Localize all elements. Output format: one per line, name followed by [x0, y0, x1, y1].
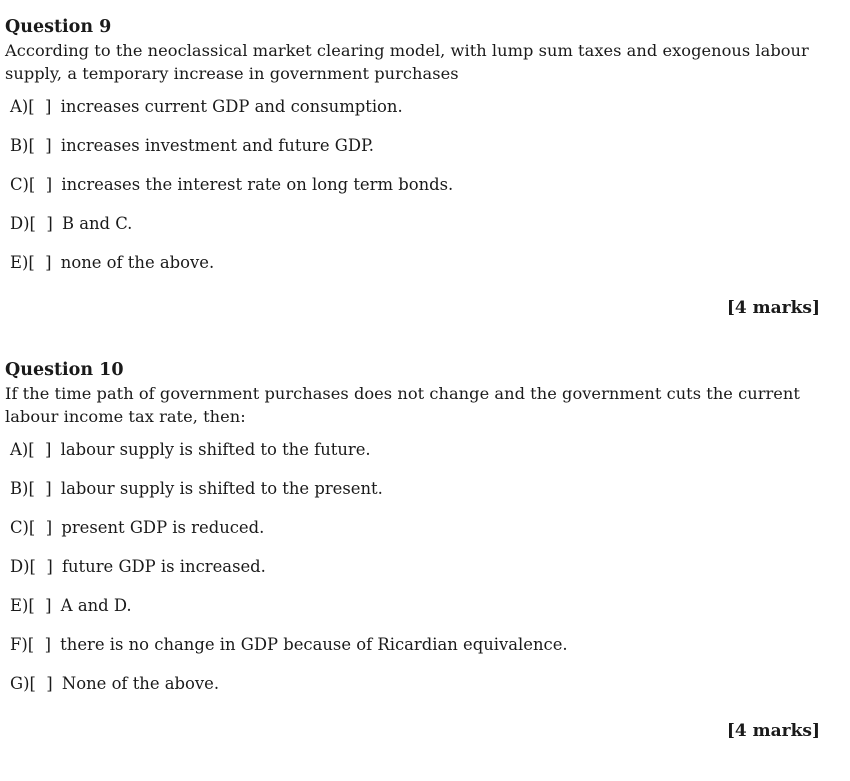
checkbox-bracket[interactable]: ] [34, 440, 52, 459]
checkbox-bracket[interactable]: ] [35, 175, 53, 194]
option-label: D)[ [10, 214, 36, 233]
option-label: A)[ [10, 97, 35, 116]
option-text: present GDP is reduced. [61, 518, 265, 537]
option-text: increases investment and future GDP. [60, 136, 374, 155]
question-9 [5, 15, 820, 318]
option-text: labour supply is shifted to the future. [60, 440, 371, 459]
checkbox-bracket[interactable]: ] [34, 136, 52, 155]
checkbox-bracket[interactable]: ] [35, 518, 53, 537]
question-stem [5, 382, 820, 428]
option-label: C)[ [10, 518, 36, 537]
option-label: B)[ [10, 136, 35, 155]
option-b[interactable] [5, 471, 820, 510]
option-label: G)[ [10, 674, 36, 693]
question-stem-line: According to the neoclassical market clearing model, with lump sum taxes and exogenous labour [5, 41, 809, 60]
option-f[interactable] [5, 627, 820, 666]
checkbox-bracket[interactable]: ] [35, 674, 53, 693]
option-d[interactable] [5, 549, 820, 588]
checkbox-bracket[interactable]: ] [34, 635, 51, 654]
option-e[interactable] [5, 245, 820, 284]
option-g[interactable] [5, 666, 820, 705]
answer-options [5, 432, 820, 705]
option-label: F)[ [10, 635, 35, 654]
option-text: A and D. [60, 596, 132, 615]
checkbox-bracket[interactable]: ] [34, 253, 52, 272]
option-d[interactable] [5, 206, 820, 245]
question-stem-line: labour income tax rate, then: [5, 407, 246, 426]
option-label: E)[ [10, 253, 35, 272]
option-text: increases the interest rate on long term bonds. [61, 175, 454, 194]
question-title: Question 9 [5, 17, 112, 37]
checkbox-bracket[interactable]: ] [35, 557, 53, 576]
question-stem-line: If the time path of government purchases does not change and the government cuts the current [5, 384, 800, 403]
option-a[interactable] [5, 432, 820, 471]
option-a[interactable] [5, 89, 820, 128]
option-text: labour supply is shifted to the present. [60, 479, 383, 498]
option-label: A)[ [10, 440, 35, 459]
checkbox-bracket[interactable]: ] [34, 97, 52, 116]
option-label: D)[ [10, 557, 36, 576]
option-b[interactable] [5, 128, 820, 167]
checkbox-bracket[interactable]: ] [34, 596, 52, 615]
marks-label: [4 marks] [726, 298, 820, 318]
option-label: E)[ [10, 596, 35, 615]
option-text: none of the above. [60, 253, 215, 272]
question-stem-line: supply, a temporary increase in government purchases [5, 64, 459, 83]
option-c[interactable] [5, 167, 820, 206]
question-title: Question 10 [5, 360, 124, 380]
question-stem [5, 39, 820, 85]
option-e[interactable] [5, 588, 820, 627]
checkbox-bracket[interactable]: ] [34, 479, 52, 498]
option-label: C)[ [10, 175, 36, 194]
marks-label: [4 marks] [726, 721, 820, 741]
option-text: increases current GDP and consumption. [60, 97, 403, 116]
answer-options [5, 89, 820, 284]
option-text: there is no change in GDP because of Ricardian equivalence. [60, 635, 568, 654]
option-c[interactable] [5, 510, 820, 549]
option-text: None of the above. [61, 674, 220, 693]
option-text: B and C. [61, 214, 133, 233]
checkbox-bracket[interactable]: ] [35, 214, 53, 233]
question-10 [5, 358, 820, 741]
option-label: B)[ [10, 479, 35, 498]
option-text: future GDP is increased. [61, 557, 266, 576]
